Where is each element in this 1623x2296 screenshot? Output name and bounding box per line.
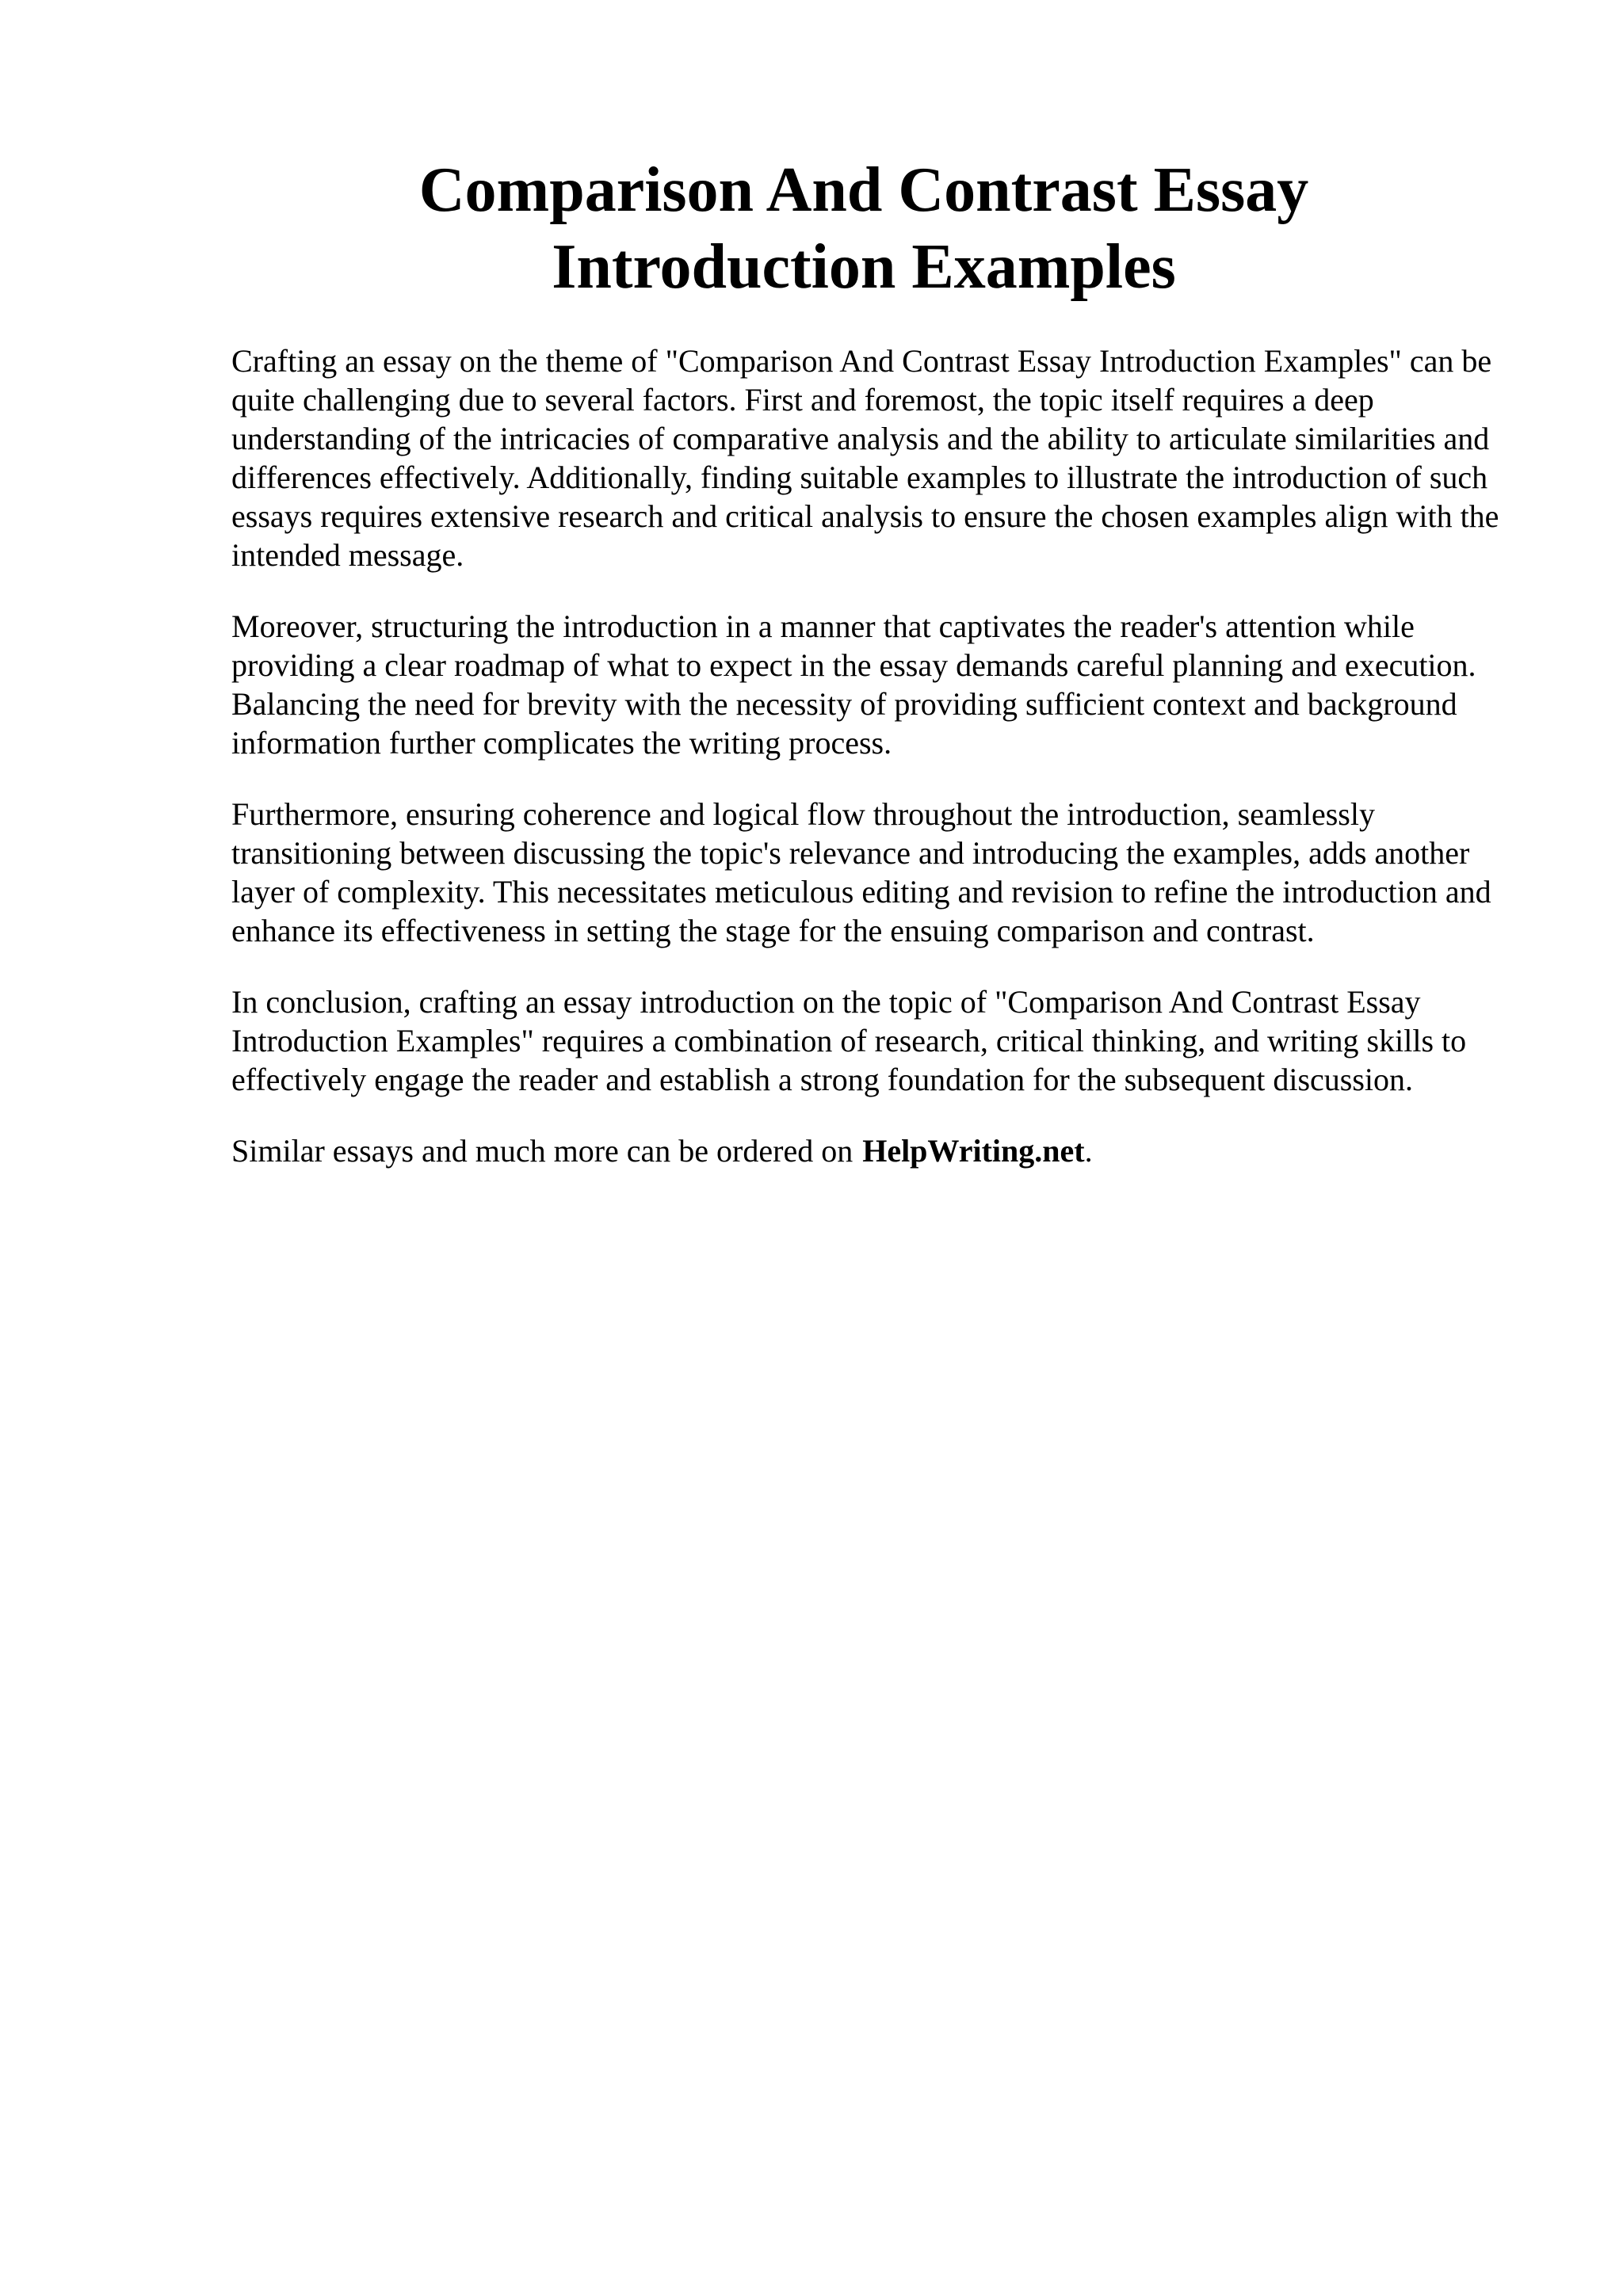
paragraph-4: In conclusion, crafting an essay introduction on the topic of "Comparison And Contrast Essay Introduction Examples" requires a combination of research, critical thinking, and writing skills to effectively engage the reader and establish a strong foundation for the subsequent discussion. <box>231 984 1467 1097</box>
footer-text: Similar essays and much more can be ordered on <box>231 1133 854 1169</box>
paragraph-1: Crafting an essay on the theme of "Comparison And Contrast Essay Introduction Examples" can be quite challenging due to several factors. First and foremost, the topic itself requires a deep understanding of the intricacies of comparative analysis and the ability to articulate similarities and differences effectively. Additionally, finding suitable examples to illustrate the introduction of such essays requires extensive research and critical analysis to ensure the chosen examples align with the intended message. <box>231 343 1499 573</box>
document-body <box>231 341 1531 1203</box>
title-line-1: Comparison And Contrast Essay <box>418 155 1309 225</box>
title-line-2: Introduction Examples <box>552 232 1176 302</box>
document-title <box>230 152 1498 306</box>
footer-note <box>231 1131 1531 1170</box>
footer-period: . <box>1084 1133 1093 1169</box>
paragraph-3: Furthermore, ensuring coherence and logical flow throughout the introduction, seamlessly transitioning between discussing the topic's relevance and introducing the examples, adds another layer of complexity. This necessitates meticulous editing and revision to refine the introduction and enhance its effectiveness in setting the stage for the ensuing comparison and contrast. <box>231 796 1491 948</box>
brand-link[interactable]: HelpWriting.net <box>862 1133 1085 1169</box>
paragraph-2: Moreover, structuring the introduction in a manner that captivates the reader's attention while providing a clear roadmap of what to expect in the essay demands careful planning and execution. Balancing the need for brevity with the necessity of providing sufficient context and background information further complicates the writing process. <box>231 608 1476 761</box>
